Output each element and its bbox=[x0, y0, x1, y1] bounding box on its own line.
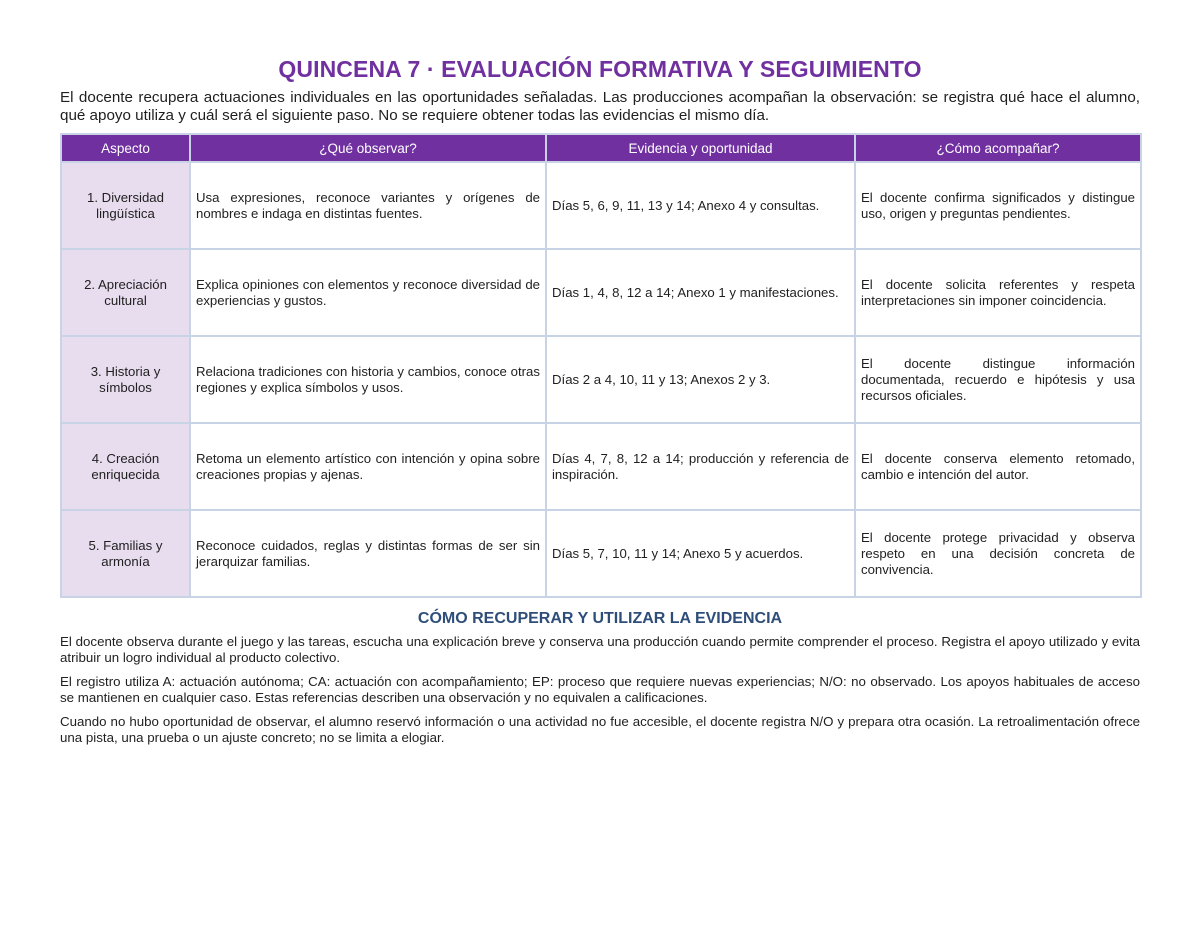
support-cell: El docente confirma significados y distingue uso, origen y preguntas pendientes. bbox=[855, 162, 1141, 249]
section-paragraph: El docente observa durante el juego y las tareas, escucha una explicación breve y conserva una producción cuando permite comprender el proceso. Registra el apoyo utilizado y evita atribuir un logro individual al producto colectivo. bbox=[60, 634, 1140, 665]
table-row bbox=[61, 510, 1141, 597]
support-cell: El docente solicita referentes y respeta interpretaciones sin imponer coincidencia. bbox=[855, 249, 1141, 336]
table-row bbox=[61, 249, 1141, 336]
evidence-cell: Días 5, 6, 9, 11, 13 y 14; Anexo 4 y consultas. bbox=[546, 162, 855, 249]
evaluation-table bbox=[60, 133, 1142, 598]
observe-cell: Retoma un elemento artístico con intención y opina sobre creaciones propias y ajenas. bbox=[190, 423, 546, 510]
support-cell: El docente protege privacidad y observa respeto en una decisión concreta de convivencia. bbox=[855, 510, 1141, 597]
table-header-row bbox=[61, 134, 1141, 162]
observe-cell: Explica opiniones con elementos y reconoce diversidad de experiencias y gustos. bbox=[190, 249, 546, 336]
evidence-cell: Días 4, 7, 8, 12 a 14; producción y referencia de inspiración. bbox=[546, 423, 855, 510]
intro-paragraph: El docente recupera actuaciones individuales en las oportunidades señaladas. Las producciones acompañan la observación: se registra qué hace el alumno, qué apoyo utiliza y cuál será el siguiente paso. No se requiere obtener todas las evidencias el mismo día. bbox=[60, 89, 1140, 124]
aspect-cell: 3. Historia y símbolos bbox=[61, 336, 190, 423]
aspect-cell: 2. Apreciación cultural bbox=[61, 249, 190, 336]
table-row bbox=[61, 162, 1141, 249]
page-title: QUINCENA 7 · EVALUACIÓN FORMATIVA Y SEGUIMIENTO bbox=[278, 56, 922, 82]
header-aspecto: Aspecto bbox=[61, 134, 190, 162]
aspect-cell: 4. Creación enriquecida bbox=[61, 423, 190, 510]
table-row bbox=[61, 423, 1141, 510]
evidence-cell: Días 2 a 4, 10, 11 y 13; Anexos 2 y 3. bbox=[546, 336, 855, 423]
observe-cell: Relaciona tradiciones con historia y cambios, conoce otras regiones y explica símbolos y usos. bbox=[190, 336, 546, 423]
section-title: CÓMO RECUPERAR Y UTILIZAR LA EVIDENCIA bbox=[417, 610, 783, 627]
header-que-observar: ¿Qué observar? bbox=[190, 134, 546, 162]
support-cell: El docente distingue información documentada, recuerdo e hipótesis y usa recursos oficiales. bbox=[855, 336, 1141, 423]
evidence-cell: Días 5, 7, 10, 11 y 14; Anexo 5 y acuerdos. bbox=[546, 510, 855, 597]
table-row bbox=[61, 336, 1141, 423]
support-cell: El docente conserva elemento retomado, cambio e intención del autor. bbox=[855, 423, 1141, 510]
evidence-cell: Días 1, 4, 8, 12 a 14; Anexo 1 y manifestaciones. bbox=[546, 249, 855, 336]
aspect-cell: 5. Familias y armonía bbox=[61, 510, 190, 597]
header-como-acompanar: ¿Cómo acompañar? bbox=[855, 134, 1141, 162]
section-paragraph: Cuando no hubo oportunidad de observar, el alumno reservó información o una actividad no fue accesible, el docente registra N/O y prepara otra ocasión. La retroalimentación ofrece una pista, una prueba o un ajuste concreto; no se limita a elogiar. bbox=[60, 714, 1140, 745]
observe-cell: Usa expresiones, reconoce variantes y orígenes de nombres e indaga en distintas fuentes. bbox=[190, 162, 546, 249]
section-paragraph: El registro utiliza A: actuación autónoma; CA: actuación con acompañamiento; EP: proceso que requiere nuevas experiencias; N/O: no observado. Los apoyos habituales de acceso se mantienen en cualquier caso. Estas referencias describen una observación y no equivalen a calificaciones. bbox=[60, 674, 1140, 705]
aspect-cell: 1. Diversidad lingüística bbox=[61, 162, 190, 249]
document-page bbox=[60, 56, 1140, 754]
observe-cell: Reconoce cuidados, reglas y distintas formas de ser sin jerarquizar familias. bbox=[190, 510, 546, 597]
header-evidencia: Evidencia y oportunidad bbox=[546, 134, 855, 162]
